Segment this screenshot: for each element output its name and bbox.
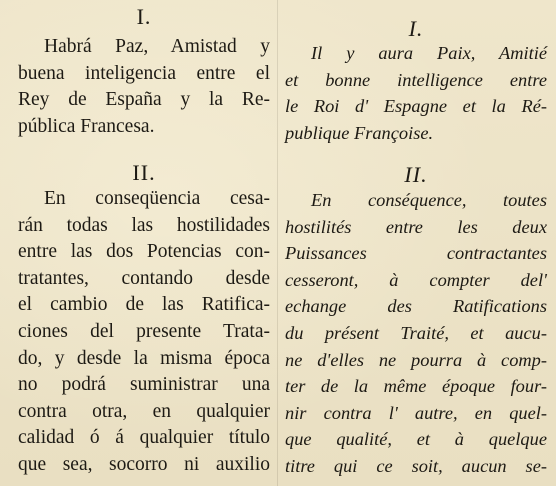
text-line: le Roi d' Espagne et la Ré- (285, 96, 547, 117)
column-divider (277, 0, 278, 486)
text-line: que qualité, et à quelque (285, 429, 547, 450)
text-line: que sea, socorro ni auxilio (18, 453, 270, 475)
text-line: Puissances contractantes (285, 243, 547, 264)
text-line: En conseqüencia cesa- (44, 188, 270, 209)
text-line: du présent Traité, et aucu- (285, 322, 547, 343)
text-line: titre qui ce soit, aucun se- (285, 455, 547, 476)
article-2-numeral-es: II. (132, 160, 156, 185)
text-line: et bonne intelligence entre (285, 69, 547, 90)
text-line: nir contra l' autre, en quel- (285, 402, 547, 423)
text-line: Il y aura Paix, Amitié (311, 43, 547, 63)
text-line: contra otra, en qualquier (18, 400, 270, 422)
text-line: ter de la même époque four- (285, 376, 547, 397)
text-line: pública Francesa. (18, 115, 155, 137)
text-line: En conséquence, toutes (311, 190, 547, 210)
text-line: entre las dos Potencias con- (18, 241, 270, 263)
text-line: ciones del presente Trata- (18, 320, 270, 342)
text-line: ne d'elles ne pourra à comp- (285, 349, 547, 370)
article-2-numeral-fr: II. (404, 162, 428, 187)
text-line: rán todas las hostilidades (18, 214, 270, 236)
article-1-numeral-fr: I. (408, 16, 424, 41)
article-1-text-fr (285, 40, 547, 146)
text-line: Rey de España y la Re- (18, 89, 270, 111)
text-line: tratantes, contando desde (18, 267, 270, 289)
text-line: do, y desde la misma época (18, 347, 270, 369)
article-1-text-es (18, 34, 270, 140)
text-line: hostilités entre les deux (285, 216, 547, 237)
text-line: publique Françoise. (285, 122, 434, 143)
text-line: el cambio de las Ratifica- (18, 294, 270, 316)
article-2-text-es (18, 186, 270, 479)
article-2-text-fr (285, 187, 547, 480)
text-line: buena inteligencia entre el (18, 62, 270, 84)
article-1-numeral-es: I. (136, 4, 152, 29)
text-line: echange des Ratifications (285, 296, 547, 317)
text-line: no podrá suministrar una (18, 374, 270, 396)
text-line: cesseront, à compter del' (285, 269, 547, 290)
text-line: Habrá Paz, Amistad y (44, 36, 270, 57)
text-line: calidad ó á qualquier título (18, 427, 270, 449)
